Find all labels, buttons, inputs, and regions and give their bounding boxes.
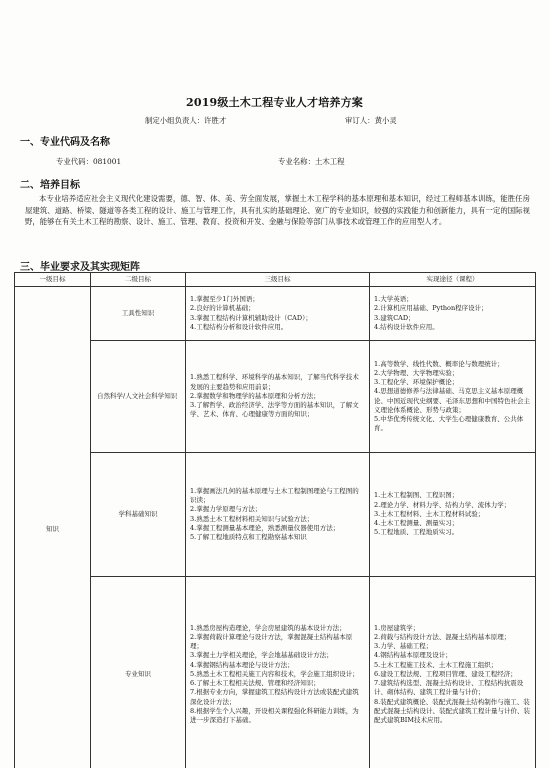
courses-cell [370,453,536,577]
list-item: 1.高等数学、线性代数、概率论与数理统计； [374,359,504,368]
document-title: 2019级土木工程专业人才培养方案 [185,96,363,109]
list-item: 2.掌握力学原理与方法； [190,505,262,514]
section-heading-2: 二、培养目标 [20,180,80,191]
list-item: 7.建筑结构选型、混凝土结构设计、工程结构抗震设计、砌体结构、建筑工程计量与计价； [374,679,524,697]
table-row [15,287,536,341]
list-item: 1.大学英语； [374,295,413,304]
list-item: 2.大学物理、大学物理实验； [374,368,459,377]
list-item: 1.掌握至少1门外国语； [190,295,259,304]
reviewer-line: 审订人：黄小灵 [345,116,397,125]
list-item: 3.掌握土力学相关理论，学会地基基础设计方法； [190,651,333,660]
list-item: 4.掌握工程测量基本理论，熟悉测量仪器使用方法； [190,523,340,532]
level3-cell [186,577,370,768]
level2-cell: 专业知识 [91,577,186,768]
requirements-matrix-table [14,272,536,768]
list-item: 4.结构设计软件应用。 [374,322,439,331]
list-item: 1.房屋建筑学； [374,623,420,632]
table-row [15,577,536,768]
list-item: 2.良好的计算机基础； [190,304,255,313]
level3-cell [186,453,370,577]
table-header-row [15,273,536,287]
level2-cell: 工具性知识 [91,287,186,341]
list-item: 3.工程化学、环境保护概论； [374,378,459,387]
courses-cell [370,287,536,341]
list-item: 4.工程结构分析和设计软件应用。 [190,322,288,331]
list-item: 7.根据专业方向，掌握建筑工程结构设计方法或装配式建筑深化设计方法； [190,688,359,706]
list-item: 3.力学、基础工程； [374,642,433,651]
table-row [15,453,536,577]
list-item: 4.土木工程测量、测量实习； [374,519,459,528]
header-level2: 二级目标 [91,273,186,287]
list-item: 2.掌握数学和物理学的基本原理和分析方法； [190,391,320,400]
header-courses: 实现途径（课程） [370,273,536,287]
list-item: 5.了解工程地质特点和工程勘察基本知识 [190,532,307,541]
level2-cell: 自然科学/人文社会科学知识 [91,341,186,453]
courses-cell [370,341,536,453]
list-item: 3.掌握工程结构计算机辅助设计（CAD）； [190,313,312,322]
list-item: 6.建设工程法规、工程项目管理、建设工程经济； [374,669,517,678]
list-item: 5.土木工程施工技术、土木工程施工组织； [374,660,498,669]
list-item: 2.荷载与结构设计方法、混凝土结构基本原理； [374,633,511,642]
list-item: 3.熟悉土木工程材料相关知识与试验方法； [190,514,314,523]
list-item: 4.钢结构基本原理及设计； [374,651,452,660]
list-item: 8.装配式建筑概论、装配式混凝土结构制作与施工、装配式混凝土结构设计、装配式建筑工程计量与计价、装配式建筑BIM技术应用。 [374,697,530,724]
list-item: 4.掌握钢结构基本理论与设计方法； [190,660,294,669]
list-item: 2.掌握荷载计算理论与设计方法，掌握混凝土结构基本原理； [190,633,353,651]
courses-cell [370,577,536,768]
section-heading-3: 三、毕业要求及其实现矩阵 [20,262,140,273]
level3-cell [186,287,370,341]
list-item: 1.熟悉房屋构造理论，学会房屋建筑的基本设计方法； [190,623,346,632]
list-item: 5.熟悉土木工程相关施工内容和技术，学会施工组织设计； [190,669,359,678]
list-item: 6.了解土木工程相关法规、管理和经济知识； [190,679,320,688]
list-item: 1.掌握画法几何的基本原理与土木工程制图理论与工程图的识读； [190,486,359,505]
maker-line: 制定小组负责人：许胜才 [145,116,227,125]
header-level3: 三级目标 [186,273,370,287]
level1-cell: 知识 [15,287,91,768]
list-item: 1.熟悉工程科学、环境科学的基本知识，了解当代科学技术发展的主要趋势和应用前景； [190,373,359,391]
list-item: 1.土木工程制图、工程识图； [374,491,459,500]
goal-paragraph: 本专业培养适应社会主义现代化建设需要，德、智、体、美、劳全面发展，掌握土木工程学科的基本原理和基本知识，经过工程师基本训练，能胜任房屋建筑、道路、桥梁、隧道等各类工程的设计、施工与管理工作，具有扎实的基础理论、宽广的专业知识，较强的实践能力和创新能力，具有一定的国际视野，能够在有关土木工程的勘察、设计、施工、管理、教育、投资和开发、金融与保险等部门从事技术或管理工作的应用型人才。 [25,194,530,227]
major-name: 专业名称：土木工程 [278,157,345,166]
list-item: 2.理论力学、材料力学、结构力学、流体力学； [374,500,511,509]
level3-cell [186,341,370,453]
list-item: 8.根据学生个人兴趣，开设相关课程强化科研能力训练，为进一步深造打下基础。 [190,706,359,724]
list-item: 3.土木工程材料、土木工程材料试验； [374,509,485,518]
list-item: 5.工程地质、工程地质实习。 [374,528,459,537]
table-row [15,341,536,453]
list-item: 2.计算机应用基础、Python程序设计； [374,304,488,313]
list-item: 3.了解哲学、政治经济学、法学等方面的基本知识，了解文学、艺术、体育、心理健康等方面的知识； [190,401,359,419]
major-code: 专业代码：081001 [56,157,122,166]
list-item: 5.中华优秀传统文化、大学生心理健康教育、公共体育。 [374,414,524,433]
header-level1: 一级目标 [15,273,91,287]
list-item: 3.建筑CAD； [374,313,415,322]
section-heading-1: 一、专业代码及名称 [20,137,110,148]
list-item: 4.思想道德修养与法律基础、马克思主义基本原理概论、中国近现代史纲要、毛泽东思想和中国特色社会主义理论体系概论、形势与政策； [374,387,530,414]
level2-cell: 学科基础知识 [91,453,186,577]
